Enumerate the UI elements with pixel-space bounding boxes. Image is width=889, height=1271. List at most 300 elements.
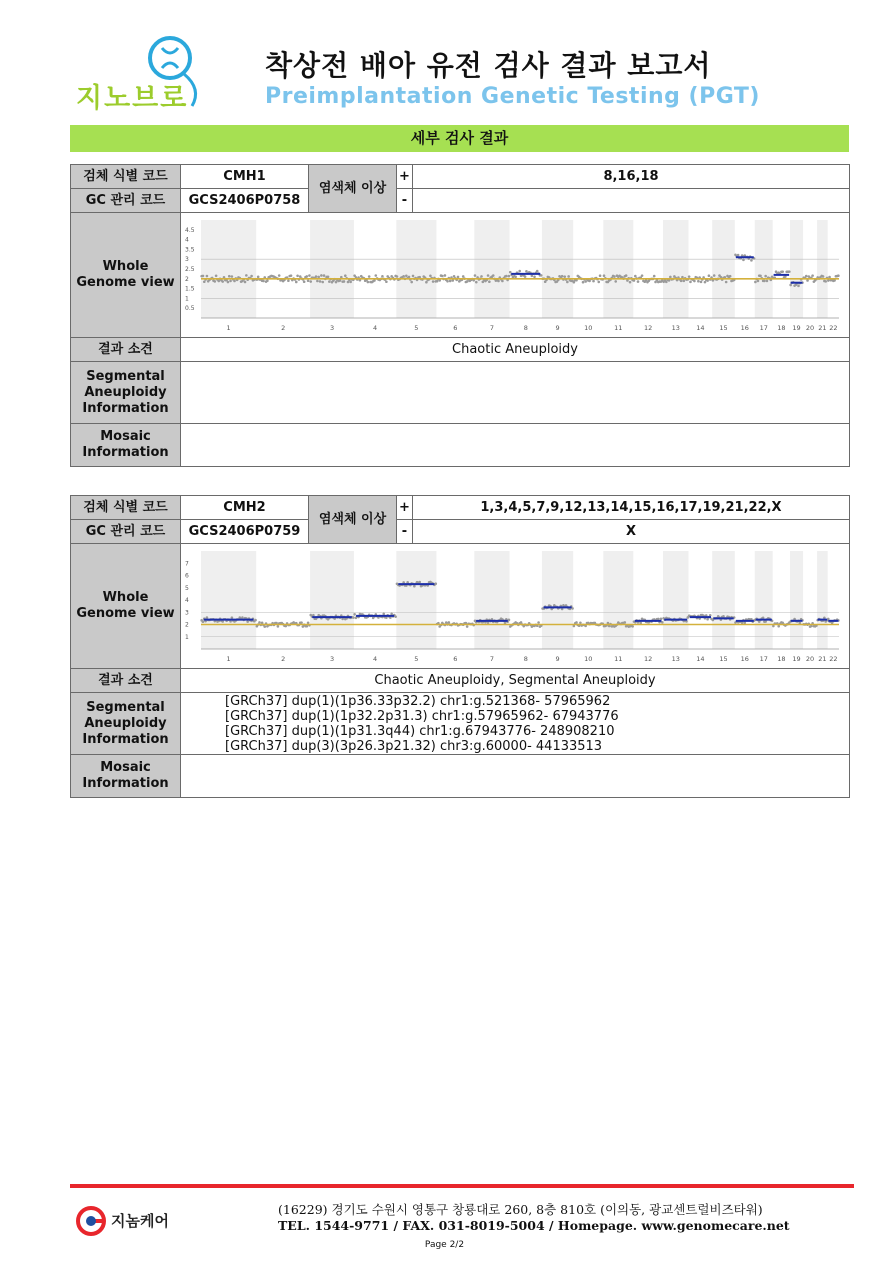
whole-genome-chart xyxy=(181,214,847,336)
x-tick-label: 13 xyxy=(671,655,680,663)
data-point xyxy=(488,280,491,283)
data-point xyxy=(305,275,308,278)
chromosome-band xyxy=(663,551,688,649)
data-point xyxy=(524,275,527,278)
data-point xyxy=(693,280,696,283)
x-tick-label: 14 xyxy=(696,655,705,663)
y-tick-label: 7 xyxy=(185,560,189,568)
data-point xyxy=(303,280,306,283)
chromosome-band xyxy=(755,551,773,649)
x-tick-label: 5 xyxy=(414,324,419,332)
minus-chromosomes: X xyxy=(413,520,850,544)
x-tick-label: 22 xyxy=(829,324,838,332)
data-point xyxy=(764,275,767,278)
data-point xyxy=(250,275,253,278)
data-point xyxy=(402,275,405,278)
whole-genome-label: Whole Genome view xyxy=(71,213,181,338)
x-tick-label: 17 xyxy=(759,324,768,332)
data-point xyxy=(258,621,261,624)
chromosome-band xyxy=(310,551,354,649)
data-point xyxy=(708,274,711,277)
data-point xyxy=(287,279,290,282)
data-point xyxy=(244,281,247,284)
data-point xyxy=(641,274,644,277)
data-point xyxy=(629,281,632,284)
x-tick-label: 3 xyxy=(329,655,335,663)
plus-sign: + xyxy=(397,496,413,520)
data-point xyxy=(706,279,709,282)
data-point xyxy=(229,280,232,283)
chromosome-band xyxy=(396,551,436,649)
data-point xyxy=(412,275,415,278)
footer-divider xyxy=(70,1184,854,1188)
data-point xyxy=(822,275,825,278)
data-point xyxy=(444,274,447,277)
data-point xyxy=(321,281,324,284)
data-point xyxy=(475,281,478,284)
x-tick-label: 15 xyxy=(719,655,728,663)
data-point xyxy=(682,280,685,283)
x-tick-label: 6 xyxy=(453,324,458,332)
data-point xyxy=(312,614,315,617)
data-point xyxy=(290,274,293,277)
data-point xyxy=(533,275,536,278)
y-tick-label: 2 xyxy=(185,621,189,629)
mosaic-label: Mosaic Information xyxy=(71,755,181,798)
x-tick-label: 20 xyxy=(805,324,815,332)
data-point xyxy=(257,276,260,279)
data-point xyxy=(227,281,230,284)
data-point xyxy=(501,280,504,283)
sample-code-value: CMH2 xyxy=(181,496,309,520)
y-tick-label: 1 xyxy=(185,633,189,641)
x-tick-label: 12 xyxy=(643,324,653,332)
company-logo xyxy=(72,34,222,114)
data-point xyxy=(339,279,342,282)
data-point xyxy=(245,274,248,277)
data-point xyxy=(540,274,543,277)
gc-code-label: GC 관리 코드 xyxy=(71,189,181,213)
data-point xyxy=(688,275,691,278)
footer-contact: TEL. 1544-9771 / FAX. 031-8019-5004 / Homepage. www.genomecare.net xyxy=(278,1218,790,1233)
data-point xyxy=(385,280,388,283)
data-point xyxy=(410,281,413,284)
data-point xyxy=(624,621,627,624)
x-tick-label: 2 xyxy=(281,655,286,663)
data-point xyxy=(811,274,814,277)
segmental-value xyxy=(181,693,850,755)
data-point xyxy=(316,280,319,283)
data-point xyxy=(382,613,385,616)
section-title: 세부 검사 결과 xyxy=(70,125,849,152)
y-tick-label: 2 xyxy=(185,275,189,283)
data-point xyxy=(408,276,411,279)
data-point xyxy=(680,280,683,283)
sample-code-label: 검체 식별 코드 xyxy=(71,496,181,520)
x-tick-label: 8 xyxy=(523,324,528,332)
data-point xyxy=(713,274,716,277)
data-point xyxy=(305,625,308,628)
segmental-line: [GRCh37] dup(1)(1p32.2p31.3) chr1:g.57965962- 67943776 xyxy=(225,708,619,724)
x-tick-label: 10 xyxy=(584,655,593,663)
data-point xyxy=(202,275,205,278)
data-point xyxy=(508,619,511,622)
report-title: 착상전 배아 유전 검사 결과 보고서 xyxy=(265,49,712,82)
data-point xyxy=(505,275,508,278)
data-point xyxy=(788,270,791,273)
data-point xyxy=(837,274,840,277)
chromosome-band xyxy=(790,220,803,318)
chromosome-band xyxy=(817,551,828,649)
data-point xyxy=(637,280,640,283)
data-point xyxy=(446,280,449,283)
x-tick-label: 11 xyxy=(614,655,623,663)
x-tick-label: 3 xyxy=(329,324,335,332)
data-point xyxy=(827,618,830,621)
x-tick-label: 18 xyxy=(777,655,786,663)
logo-text: 지노브로 xyxy=(76,83,189,114)
x-tick-label: 9 xyxy=(555,324,560,332)
data-point xyxy=(429,274,432,277)
data-point xyxy=(729,275,732,278)
x-tick-label: 17 xyxy=(759,655,768,663)
mosaic-value xyxy=(181,755,850,798)
data-point xyxy=(202,620,205,623)
data-point xyxy=(750,259,753,262)
page-number: Page 2/2 xyxy=(424,1240,465,1250)
x-tick-label: 13 xyxy=(671,324,680,332)
data-point xyxy=(805,275,808,278)
data-point xyxy=(328,280,331,283)
data-point xyxy=(432,280,435,283)
data-point xyxy=(592,280,595,283)
data-point xyxy=(603,274,606,277)
data-point xyxy=(263,625,266,628)
y-tick-label: 3 xyxy=(185,609,189,617)
y-tick-label: 1 xyxy=(185,295,189,303)
data-point xyxy=(537,621,540,624)
data-point xyxy=(763,280,766,283)
data-point xyxy=(266,279,269,282)
data-point xyxy=(563,275,566,278)
plus-sign: + xyxy=(397,165,413,189)
chromosome-band xyxy=(603,220,633,318)
data-point xyxy=(300,621,303,624)
x-tick-label: 19 xyxy=(792,655,801,663)
sample-code-label: 검체 식별 코드 xyxy=(71,165,181,189)
x-tick-label: 1 xyxy=(226,655,231,663)
gc-code-value: GCS2406P0759 xyxy=(181,520,309,544)
segmental-line: [GRCh37] dup(3)(3p26.3p21.32) chr3:g.60000- 44133513 xyxy=(225,738,603,754)
y-tick-label: 1.5 xyxy=(185,285,195,293)
data-point xyxy=(277,625,280,628)
data-point xyxy=(722,615,725,618)
x-tick-label: 21 xyxy=(818,324,827,332)
data-point xyxy=(418,581,421,584)
data-point xyxy=(449,280,452,283)
mosaic-value xyxy=(181,424,850,467)
gc-code-value: GCS2406P0758 xyxy=(181,189,309,213)
chromosome-band xyxy=(817,220,828,318)
report-subtitle: Preimplantation Genetic Testing (PGT) xyxy=(265,84,760,109)
segmental-value xyxy=(181,362,850,424)
chromosome-band xyxy=(712,551,735,649)
data-point xyxy=(462,275,465,278)
chrom-abnormal-label: 염색체 이상 xyxy=(309,496,397,544)
data-point xyxy=(441,275,444,278)
y-tick-label: 4 xyxy=(185,597,189,604)
data-point xyxy=(217,280,220,283)
minus-chromosomes xyxy=(413,189,850,213)
x-tick-label: 18 xyxy=(777,324,786,332)
data-point xyxy=(777,625,780,628)
chromosome-band xyxy=(310,220,354,318)
data-point xyxy=(567,275,570,278)
data-point xyxy=(436,280,439,283)
whole-genome-chart-cell xyxy=(181,213,850,338)
y-tick-label: 2.5 xyxy=(185,266,195,273)
x-tick-label: 11 xyxy=(614,324,623,332)
data-point xyxy=(725,281,728,284)
data-point xyxy=(307,279,310,282)
data-point xyxy=(697,280,700,283)
data-point xyxy=(466,280,469,283)
footer-address: (16229) 경기도 수원시 영통구 창룡대로 260, 8층 810호 (이의동, 광교센트럴비즈타워) xyxy=(278,1202,763,1217)
x-tick-label: 16 xyxy=(740,324,749,332)
footer-logo xyxy=(75,1204,185,1238)
data-point xyxy=(308,274,311,277)
data-point xyxy=(206,616,209,619)
data-point xyxy=(757,280,760,283)
y-tick-label: 4 xyxy=(185,236,189,244)
data-point xyxy=(296,274,299,277)
data-point xyxy=(394,615,397,618)
data-point xyxy=(614,280,617,283)
data-point xyxy=(631,625,634,628)
data-point xyxy=(215,275,218,278)
data-point xyxy=(434,582,437,585)
x-tick-label: 2 xyxy=(281,324,286,332)
data-point xyxy=(575,621,578,624)
data-point xyxy=(381,275,384,278)
x-tick-label: 6 xyxy=(453,655,458,663)
data-point xyxy=(599,274,602,277)
y-tick-label: 0.5 xyxy=(185,305,195,313)
data-point xyxy=(396,275,399,278)
data-point xyxy=(613,275,616,278)
data-point xyxy=(487,274,490,277)
segmental-label: Segmental Aneuploidy Information xyxy=(71,362,181,424)
result-value: Chaotic Aneuploidy xyxy=(181,338,850,362)
data-point xyxy=(597,281,600,284)
data-point xyxy=(497,280,500,283)
x-tick-label: 19 xyxy=(792,324,801,332)
data-point xyxy=(759,275,762,278)
x-tick-label: 15 xyxy=(719,324,728,332)
whole-genome-chart xyxy=(181,545,847,667)
data-point xyxy=(764,620,767,623)
data-point xyxy=(474,274,477,277)
data-point xyxy=(742,259,745,262)
data-point xyxy=(448,621,451,624)
y-tick-label: 3 xyxy=(185,256,189,264)
data-point xyxy=(413,585,416,588)
segmental-label: Segmental Aneuploidy Information xyxy=(71,693,181,755)
footer-address-block xyxy=(278,1202,790,1234)
data-point xyxy=(571,607,574,610)
data-point xyxy=(344,274,347,277)
y-tick-label: 4.5 xyxy=(185,226,195,234)
minus-sign: - xyxy=(397,189,413,213)
data-point xyxy=(561,275,564,278)
data-point xyxy=(743,621,746,624)
data-point xyxy=(660,617,663,620)
data-point xyxy=(509,271,512,274)
data-point xyxy=(582,281,585,284)
mosaic-label: Mosaic Information xyxy=(71,424,181,467)
data-point xyxy=(349,281,352,284)
data-point xyxy=(514,275,517,278)
result-label: 결과 소견 xyxy=(71,338,181,362)
data-point xyxy=(781,270,784,273)
data-point xyxy=(480,275,483,278)
data-point xyxy=(625,274,628,277)
data-point xyxy=(754,281,757,284)
data-point xyxy=(206,275,209,278)
data-point xyxy=(317,276,320,279)
data-point xyxy=(315,275,318,278)
chromosome-band xyxy=(790,551,803,649)
sample-table-2 xyxy=(70,495,850,798)
data-point xyxy=(368,275,371,278)
data-point xyxy=(343,280,346,283)
data-point xyxy=(352,616,355,619)
chromosome-band xyxy=(603,551,633,649)
data-point xyxy=(203,280,206,283)
x-tick-label: 8 xyxy=(523,655,528,663)
chromosome-band xyxy=(201,551,256,649)
chromosome-band xyxy=(755,220,773,318)
chromosome-band xyxy=(542,551,573,649)
x-tick-label: 20 xyxy=(805,655,815,663)
x-tick-label: 22 xyxy=(829,655,838,663)
gc-code-label: GC 관리 코드 xyxy=(71,520,181,544)
data-point xyxy=(241,616,244,619)
data-point xyxy=(213,280,216,283)
x-tick-label: 7 xyxy=(489,655,495,663)
chromosome-band xyxy=(542,220,573,318)
chromosome-band xyxy=(201,220,256,318)
data-point xyxy=(327,275,330,278)
result-label: 결과 소견 xyxy=(71,669,181,693)
chromosome-band xyxy=(712,220,735,318)
data-point xyxy=(367,281,370,284)
data-point xyxy=(323,274,326,277)
segmental-line: [GRCh37] dup(1)(1p31.3q44) chr1:g.67943776- 248908210 xyxy=(225,723,615,739)
data-point xyxy=(824,280,827,283)
data-point xyxy=(789,284,792,287)
x-tick-label: 10 xyxy=(584,324,593,332)
data-point xyxy=(700,281,703,284)
data-point xyxy=(737,254,740,257)
chromosome-band xyxy=(474,220,509,318)
data-point xyxy=(390,613,393,616)
whole-genome-chart-cell xyxy=(181,544,850,669)
data-point xyxy=(689,281,692,284)
chromosome-band xyxy=(396,220,436,318)
y-tick-label: 6 xyxy=(185,572,189,580)
data-point xyxy=(319,280,322,283)
data-point xyxy=(231,275,234,278)
data-point xyxy=(457,276,460,279)
data-point xyxy=(320,274,323,277)
data-point xyxy=(797,285,800,288)
data-point xyxy=(353,613,356,616)
y-tick-label: 3.5 xyxy=(185,246,195,254)
footer-company-name: 지놈케어 xyxy=(111,1212,169,1230)
plus-chromosomes: 8,16,18 xyxy=(413,165,850,189)
data-point xyxy=(634,275,637,278)
data-point xyxy=(374,274,377,277)
data-point xyxy=(233,280,236,283)
x-tick-label: 14 xyxy=(696,324,705,332)
data-point xyxy=(518,270,521,273)
minus-sign: - xyxy=(397,520,413,544)
data-point xyxy=(254,619,257,622)
data-point xyxy=(508,275,511,278)
data-point xyxy=(704,281,707,284)
x-tick-label: 7 xyxy=(489,324,495,332)
result-value: Chaotic Aneuploidy, Segmental Aneuploidy xyxy=(181,669,850,693)
segmental-line: [GRCh37] dup(1)(1p36.33p32.2) chr1:g.521368- 57965962 xyxy=(225,693,611,709)
data-point xyxy=(228,275,231,278)
data-point xyxy=(307,621,310,624)
data-point xyxy=(827,279,830,282)
genomecare-g-icon xyxy=(75,1204,109,1238)
x-tick-label: 1 xyxy=(226,324,231,332)
data-point xyxy=(405,274,408,277)
data-point xyxy=(221,280,224,283)
data-point xyxy=(566,281,569,284)
data-point xyxy=(669,276,672,279)
x-tick-label: 16 xyxy=(740,655,749,663)
data-point xyxy=(295,281,298,284)
whole-genome-label: Whole Genome view xyxy=(71,544,181,669)
data-point xyxy=(425,281,428,284)
y-tick-label: 5 xyxy=(185,584,189,592)
x-tick-label: 12 xyxy=(643,655,653,663)
x-tick-label: 21 xyxy=(818,655,827,663)
sample-code-value: CMH1 xyxy=(181,165,309,189)
data-point xyxy=(262,280,265,283)
data-point xyxy=(653,275,656,278)
sample-table-1 xyxy=(70,164,850,467)
chromosome-band xyxy=(474,551,509,649)
chromosome-band xyxy=(663,220,688,318)
data-point xyxy=(536,270,539,273)
data-point xyxy=(492,274,495,277)
data-point xyxy=(766,280,769,283)
data-point xyxy=(347,281,350,284)
data-point xyxy=(278,274,281,277)
x-tick-label: 4 xyxy=(373,324,378,332)
chrom-abnormal-label: 염색체 이상 xyxy=(309,165,397,213)
x-tick-label: 4 xyxy=(373,655,378,663)
data-point xyxy=(633,279,636,282)
plus-chromosomes: 1,3,4,5,7,9,12,13,14,15,16,17,19,21,22,X xyxy=(413,496,850,520)
data-point xyxy=(466,625,469,628)
data-point xyxy=(584,280,587,283)
